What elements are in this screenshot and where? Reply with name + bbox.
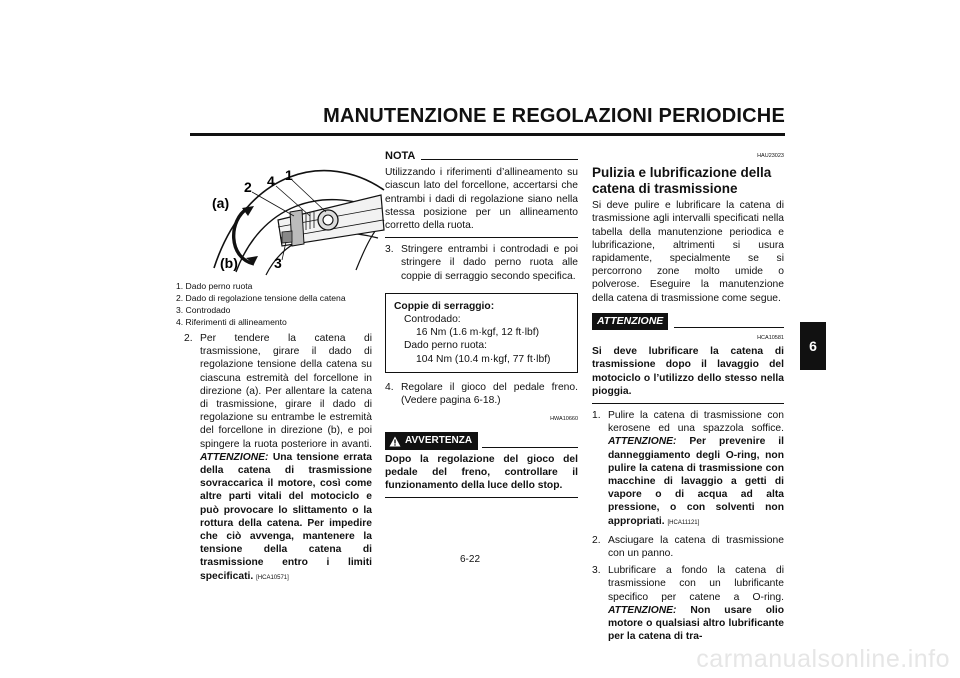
- page-title: MANUTENZIONE E REGOLAZIONI PERIODICHE: [323, 105, 785, 127]
- attention-inline-label: ATTENZIONE:: [608, 436, 677, 448]
- torque-spec-box: [385, 293, 578, 373]
- warning-header: [385, 432, 578, 449]
- step-text: Regolare il gioco del pedale freno. (Vedere pagina 6-18.): [401, 381, 578, 407]
- figure-captions: [176, 280, 372, 328]
- section-intro: Si deve pulire e lubrificare la catena di trasmissione agli intervalli specificati nella tabella della manutenzione periodica e lubrificazione, altrimenti si usura rapidamente, specialmente se si percorrono zone molto umide o polverose. Eseguire la manutenzione della catena di trasmissione come segue.: [592, 200, 784, 304]
- warning-code: HWA10660: [550, 416, 578, 423]
- chapter-tab[interactable]: 6: [800, 322, 826, 370]
- attention-badge: ATTENZIONE: [592, 313, 668, 330]
- column-left: [176, 150, 372, 585]
- caption-item: 1. Dado perno ruota: [176, 281, 253, 291]
- reference-code: [HCA11121]: [667, 519, 700, 526]
- warning-label: AVVERTENZA: [405, 435, 473, 447]
- attention-inline-label: ATTENZIONE:: [200, 451, 269, 463]
- label-3: 3: [274, 255, 282, 271]
- note-rule: [421, 159, 578, 160]
- attention-inline-text: Una tensione errata della catena di trasmissione sovraccarica il motore, così come altre parti vitali del motociclo e può provocare lo slittamento o la rottura della catena. Per impedire che ciò avvenga, mantenere la tensione della catena di trasmissione entro i limiti specificati.: [200, 451, 372, 582]
- chain-adjuster-illustration: [206, 150, 386, 277]
- attention-inline-label: ATTENZIONE:: [608, 604, 677, 616]
- label-b: (b): [220, 255, 238, 271]
- warning-triangle-icon: [389, 436, 401, 447]
- section-code: HAU23023: [757, 153, 784, 159]
- step-number: 2.: [592, 534, 601, 546]
- step-number: 1.: [592, 410, 601, 422]
- label-a: (a): [212, 195, 230, 211]
- step-number: 2.: [184, 333, 193, 344]
- step-2: [592, 534, 784, 560]
- header-rule: [190, 133, 785, 136]
- step-1: [592, 409, 784, 530]
- column-right: [592, 150, 784, 644]
- step-text: [608, 409, 784, 530]
- step-text: Asciugare la catena di trasmissione con un panno.: [608, 534, 784, 560]
- warning-badge: [385, 432, 478, 449]
- attention-rule: [674, 327, 784, 328]
- page-number: 6-22: [460, 554, 481, 565]
- spec-perno-label: Dado perno ruota:: [404, 340, 488, 352]
- reference-code: [HCA10571]: [256, 574, 289, 581]
- attention-inline-text: Non usare olio motore o qualsiasi altro lubrificante per la catena di tra-: [608, 604, 784, 643]
- note-text: Utilizzando i riferimenti d’allineamento su ciascun lato del forcellone, accertarsi che entrambi i dadi di regolazione siano nella stessa posizione per un allineamento corretto della ruota.: [385, 167, 578, 232]
- warning-end-rule: [385, 497, 578, 498]
- step-body: Pulire la catena di trasmissione con kerosene ed una spazzola soffice.: [608, 410, 784, 435]
- label-4: 4: [267, 173, 275, 189]
- step-body: Lubrificare a fondo la catena di trasmissione con un lubrificante specifico per catene a O-ring.: [608, 565, 784, 603]
- note-label: NOTA: [385, 150, 416, 162]
- attention-header: [592, 313, 784, 330]
- watermark: carmanualsonline.info: [696, 645, 950, 673]
- note-header: [385, 150, 578, 163]
- column-middle: [385, 150, 578, 503]
- step-2: [184, 332, 372, 585]
- spec-title: Coppie di serraggio:: [394, 300, 495, 312]
- caption-item: 4. Riferimenti di allineamento: [176, 317, 287, 327]
- spec-controdado-value: 16 Nm (1.6 m·kgf, 12 ft·lbf): [416, 327, 540, 339]
- warning-text: Dopo la regolazione del gioco del pedale del freno, controllare il funzionamento della luce dello stop.: [385, 453, 578, 492]
- step-text: Stringere entrambi i controdadi e poi stringere il dado perno ruota alle coppie di serraggio secondo specifica.: [401, 244, 578, 282]
- spec-perno-value: 104 Nm (10.4 m·kgf, 77 ft·lbf): [416, 353, 551, 365]
- spec-controdado-label: Controdado:: [404, 314, 461, 326]
- attention-end-rule: [592, 403, 784, 404]
- attention-code: HCA10581: [757, 335, 784, 342]
- label-2: 2: [244, 179, 252, 195]
- note-end-rule: [385, 237, 578, 238]
- warning-rule: [482, 447, 578, 448]
- step-text: [608, 564, 784, 643]
- attention-inline-text: Per prevenire il danneggiamento degli O-ring, non pulire la catena di trasmissione con macchine di lavaggio a getti di vapore o di acqua ad alta pressione, o con solventi non appropriati.: [608, 436, 784, 527]
- step-3: [592, 564, 784, 643]
- step-number: 3.: [385, 244, 394, 256]
- step-number: 4.: [385, 381, 394, 393]
- attention-text: Si deve lubrificare la catena di trasmissione dopo il lavaggio del motociclo o l’utilizzo dello stesso nella pioggia.: [592, 346, 784, 397]
- step-3: [385, 243, 578, 283]
- label-1: 1: [285, 167, 293, 183]
- swingarm-drawing: [206, 150, 386, 277]
- caption-item: 3. Controdado: [176, 305, 231, 315]
- step-4: [385, 381, 578, 407]
- step-number: 3.: [592, 565, 601, 577]
- step-text: [200, 332, 372, 585]
- section-title: Pulizia e lubrificazione della catena di trasmissione: [592, 165, 772, 196]
- page-header: [190, 105, 785, 137]
- step-body: Per tendere la catena di trasmissione, girare il dado di regolazione tensione della catena su ciascuna estremità del forcellone in direzione (a). Per allentare la catena di trasmissione, girare il dado di regolazione su entrambe le estremità del forcellone in direzione (b), e poi spingere la ruota posteriore in avanti.: [200, 333, 372, 450]
- caption-item: 2. Dado di regolazione tensione della catena: [176, 293, 346, 303]
